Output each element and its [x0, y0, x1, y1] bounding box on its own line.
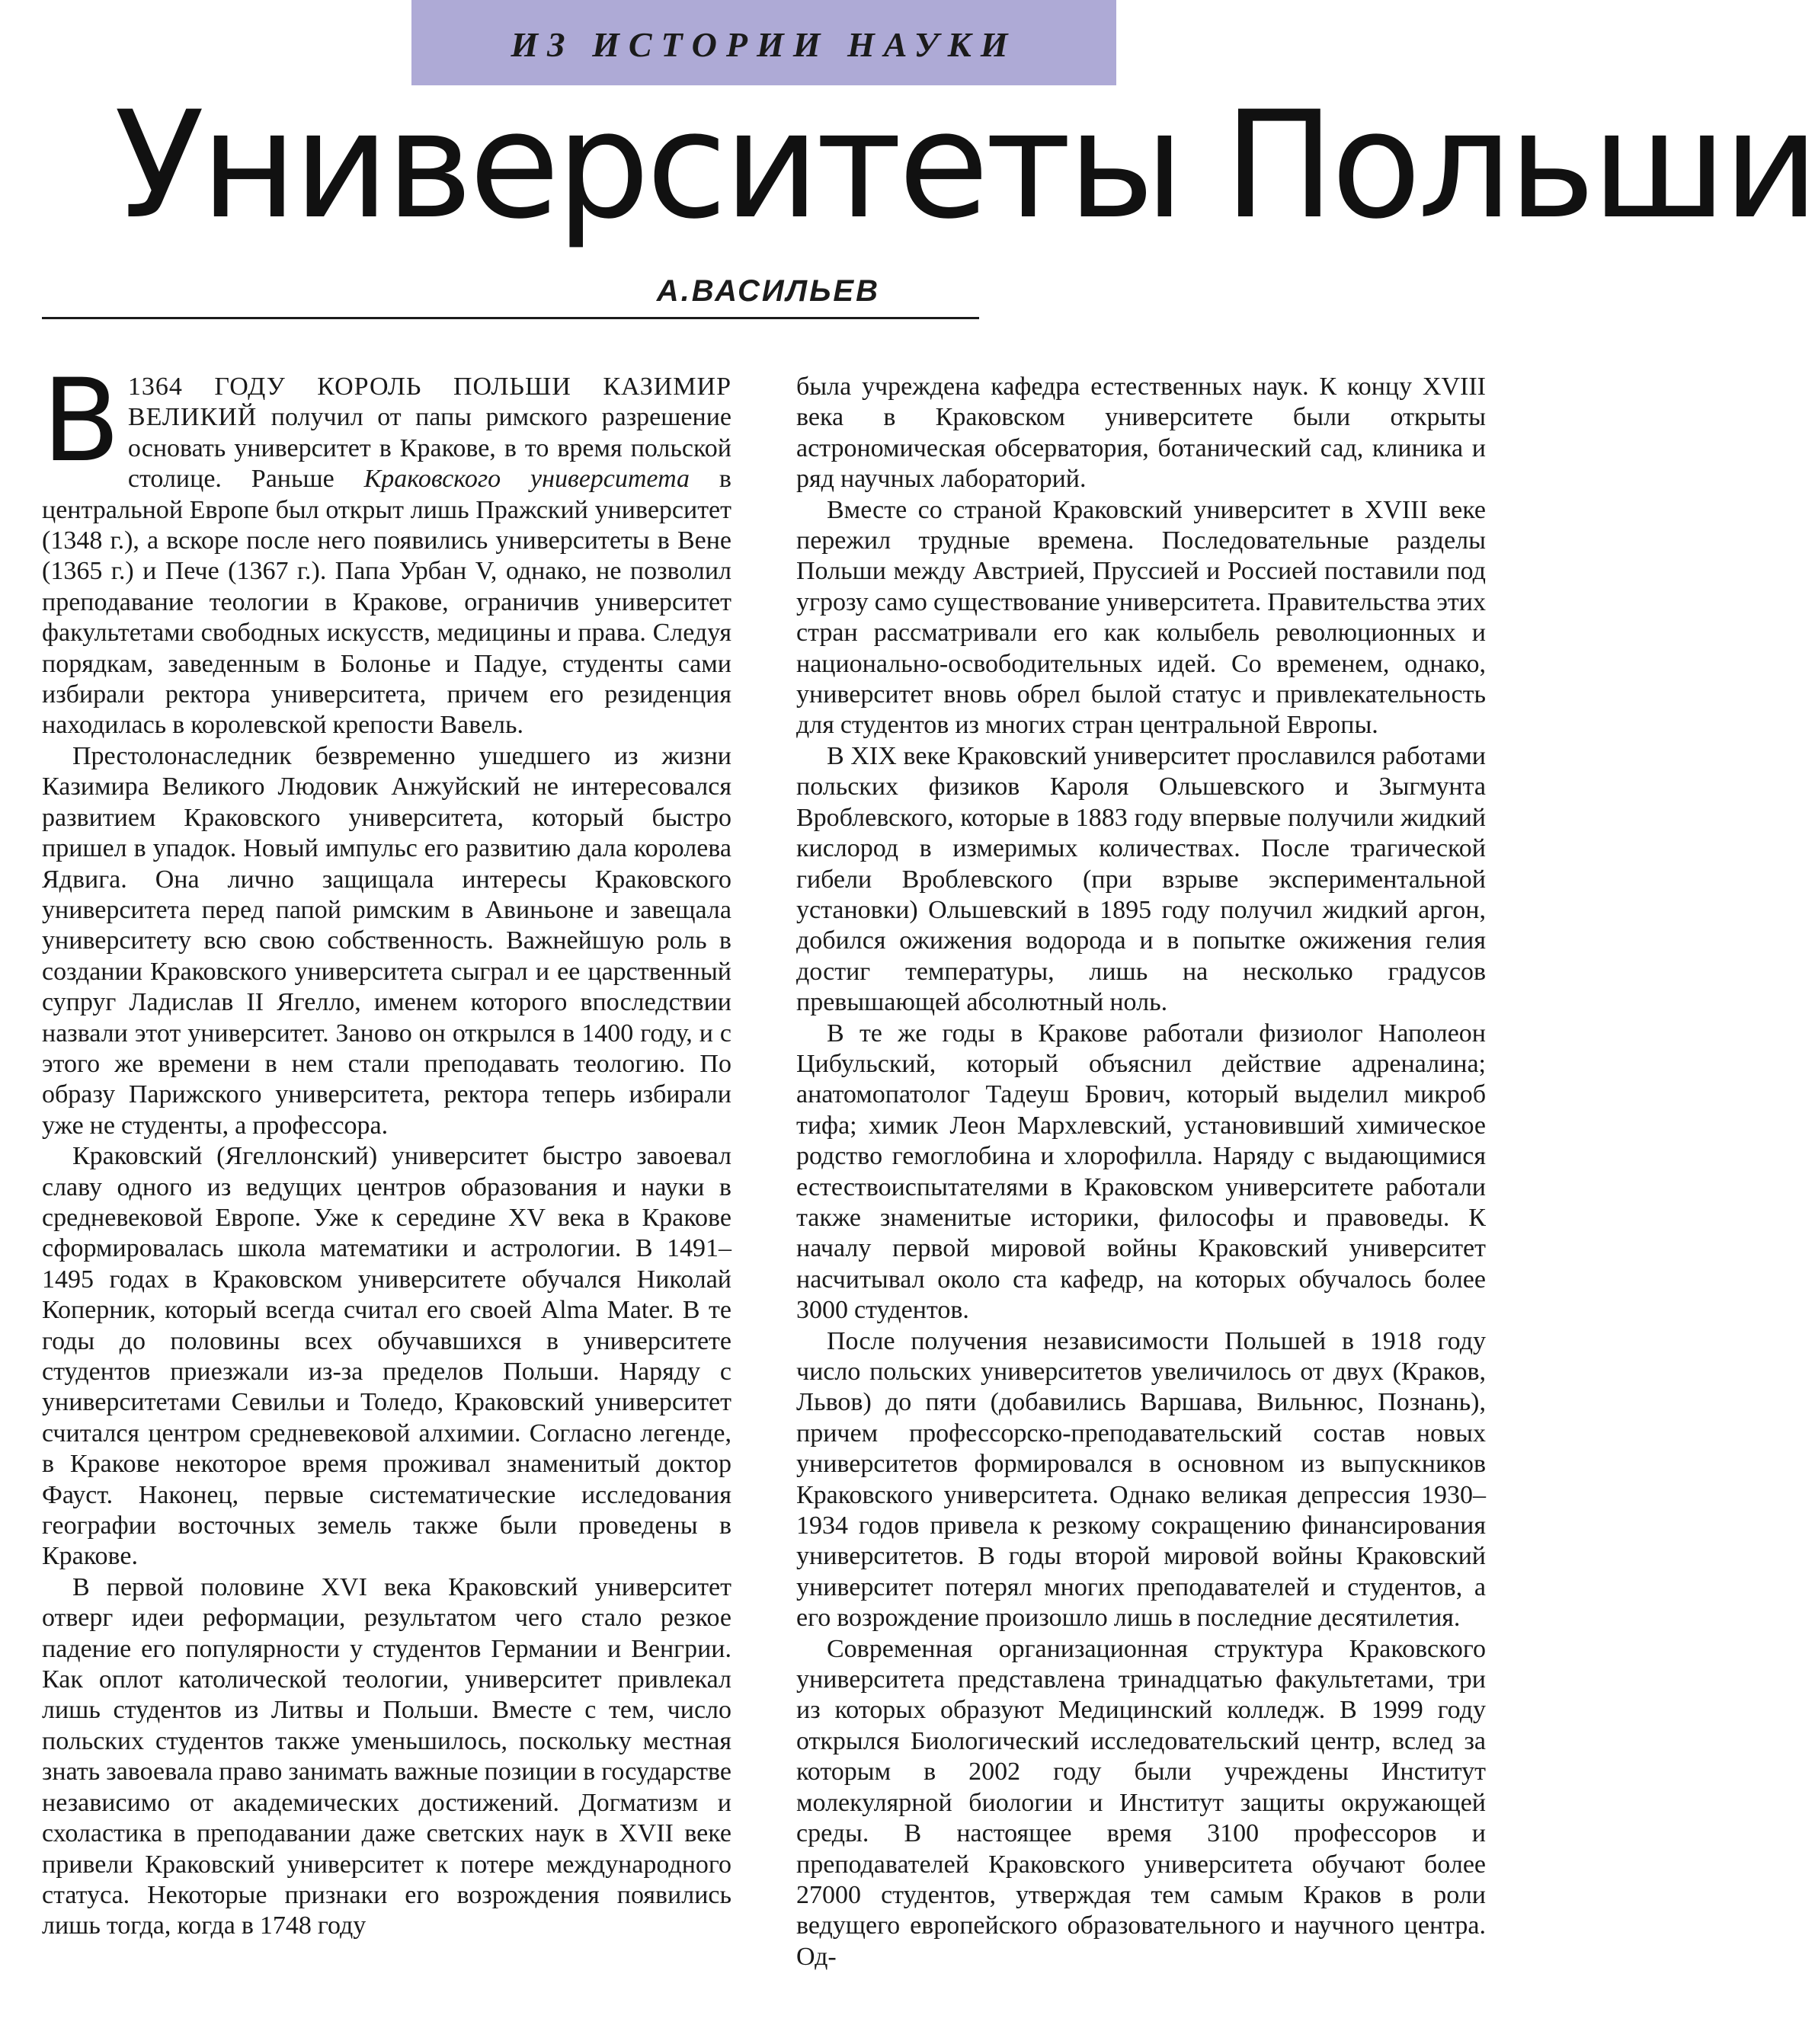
- paragraph: Современная организационная структура Краковского университета представлена тринадцатью факультетами, три из которых образуют Медицинский колледж. В 1999 году открылся Биологический исследовательский центр, вслед за которым в 2002 году были учреждены Институт молекулярной биологии и Институт защиты окружающей среды. В настоящее время 3100 профессоров и преподавателей Краковского университета обучают более 27000 студентов, утверждая тем самым Краков в роли ведущего европейского образовательного и научного центра. Од-: [796, 1634, 1486, 1971]
- emphasis: Краковского университета: [363, 465, 690, 494]
- paragraph: В XIX веке Краковский университет прославился работами польских физиков Кароля Ольшевского и Зыгмунта Вроблевского, которые в 1883 году впервые получили жидкий кислород в измеримых количествах. После трагической гибели Вроблевского (при взрыве экспериментальной установки) Ольшевский в 1895 году получил жидкий аргон, добился ожижения водорода и в попытке ожижения гелия достиг температуры, лишь на несколько градусов превышающей абсолютный ноль.: [796, 741, 1486, 1017]
- article-title: Университеты Польши: [114, 79, 1815, 251]
- paragraph: Вместе со страной Краковский университет в XVIII веке пережил трудные времена. Последовательные разделы Польши между Австрией, Пруссией и Россией поставили под угрозу само существование университета. Правительства этих стран рассматривали его как колыбель революционных и национально-освободительных идей. Со временем, однако, университет вновь обрел былой статус и привлекательность для студентов из многих стран центральной Европы.: [796, 495, 1486, 740]
- lead-in: 1364 ГОДУ КОРОЛЬ ПОЛЬШИ КАЗИМИР ВЕЛИКИЙ: [127, 373, 731, 432]
- paragraph: После получения независимости Польшей в 1918 году число польских университетов увеличилось от двух (Краков, Львов) до пяти (добавились Варшава, Вильнюс, Познань), причем профессорско-преподавательский состав новых университетов формировался в основном из выпускников Краковского университета. Однако великая депрессия 1930–1934 годов привела к резкому сокращению финансирования университетов. В годы второй мировой войны Краковский университет потерял многих преподавателей и студентов, а его возрождение произошло лишь в последние десятилетия.: [796, 1326, 1486, 1633]
- paragraph: была учреждена кафедра естественных наук. К концу XVIII века в Краковском университете были открыты астрономическая обсерватория, ботанический сад, клиника и ряд научных лабораторий.: [796, 373, 1486, 494]
- paragraph: В те же годы в Кракове работали физиолог Наполеон Цибульский, который объяснил действие адреналина; анатомопатолог Тадеуш Брович, который выделил микроб тифа; химик Леон Мархлевский, установивший химическое родство гемоглобина и хлорофилла. Наряду с выдающимися естествоиспытателями в Краковском университете работали также знаменитые историки, философы и правоведы. К началу первой мировой войны Краковский университет насчитывал около ста кафедр, на которых обучалось более 3000 студентов.: [796, 1019, 1486, 1325]
- paragraph: Краковский (Ягеллонский) университет быстро завоевал славу одного из ведущих центров образования и науки в средневековой Европе. Уже к середине XV века в Кракове сформировалась школа математики и астрологии. В 1491–1495 годах в Краковском университете обучался Николай Коперник, который всегда считал его своей Alma Mater. В те годы до половины всех обучавшихся в университете студентов приезжали из-за пределов Польши. Наряду с университетами Севильи и Толедо, Краковский университет считался центром средневековой алхимии. Согласно легенде, в Кракове некоторое время проживал знаменитый доктор Фауст. Наконец, первые систематические исследования географии восточных земель также были проведены в Кракове.: [42, 1142, 731, 1571]
- author-rule: [42, 317, 979, 319]
- paragraph: В первой половине XVI века Краковский университет отверг идеи реформации, результатом чего стало резкое падение его популярности у студентов Германии и Венгрии. Как оплот католической теологии, университет привлекал лишь студентов из Литвы и Польши. Вместе с тем, число польских студентов также уменьшилось, поскольку местная знать завоевала право занимать важные позиции в государстве независимо от академических достижений. Догматизм и схоластика в преподавании даже светских наук в XVII веке привели Краковский университет к потере международного статуса. Некоторые признаки его возрождения появились лишь тогда, когда в 1748 году: [42, 1572, 731, 1940]
- article-author: А.ВАСИЛЬЕВ: [656, 274, 880, 308]
- paragraph: Престолонаследник безвременно ушедшего из жизни Казимира Великого Людовик Анжуйский не интересовался развитием Краковского университета, который быстро пришел в упадок. Новый импульс его развитию дала королева Ядвига. Она лично защищала интересы Краковского университета перед папой римским в Авиньоне и завещала университету всю свою собственность. Важнейшую роль в создании Краковского университета сыграл и ее царственный супруг Ладислав II Ягелло, именем которого впоследствии назвали этот университет. Заново он открылся в 1400 году, и с этого же времени в нем стали преподавать теологию. По образу Парижского университета, ректора теперь избирали уже не студенты, а профессора.: [42, 741, 731, 1140]
- text-column-right: [796, 372, 1486, 2017]
- text-column-left: [42, 355, 731, 2017]
- rubric-label: ИЗ ИСТОРИИ НАУКИ: [511, 24, 1017, 64]
- drop-cap: В: [42, 355, 120, 488]
- paragraph: В 1364 ГОДУ КОРОЛЬ ПОЛЬШИ КАЗИМИР ВЕЛИКИЙ получил от папы римского разрешение основать университет в Кракове, в то время польской столице. Раньше Краковского университета в центральной Европе был открыт лишь Пражский университет (1348 г.), а вскоре после него появились университеты в Вене (1365 г.) и Пече (1367 г.). Папа Урбан V, однако, не позволил преподавание теологии в Кракове, ограничив университет факультетами свободных искусств, медицины и права. Следуя порядкам, заведенным в Болонье и Падуе, студенты сами избирали ректора университета, причем его резиденция находилась в королевской крепости Вавель.: [42, 355, 731, 740]
